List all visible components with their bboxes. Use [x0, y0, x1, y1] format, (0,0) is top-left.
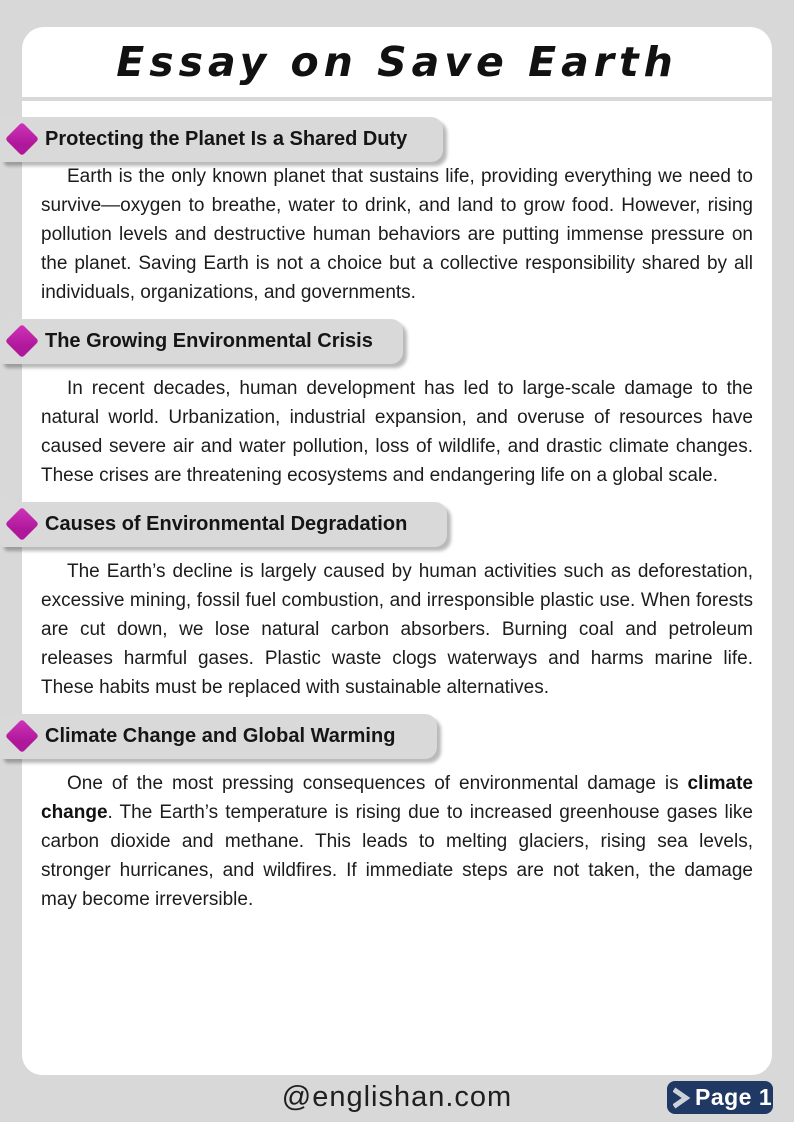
- section-heading-label: Climate Change and Global Warming: [45, 725, 396, 747]
- section-heading-3: [0, 502, 447, 547]
- section-heading-2: [0, 319, 403, 364]
- essay-card: [22, 27, 772, 1075]
- title-block: [22, 27, 772, 97]
- diamond-bullet-icon: [5, 507, 39, 541]
- page-badge: [667, 1081, 773, 1114]
- paragraph-text: . The Earth’s temperature is rising due to increased greenhouse gases like carbon dioxide and methane. This leads to melting glaciers, rising sea levels, stronger hurricanes, and wildfires. If immediate steps are not taken, the damage may become irreversible.: [41, 802, 753, 910]
- section-paragraph-2: In recent decades, human development has led to large-scale damage to the natural world. Urbanization, industrial expansion, and overuse of resources have caused severe air and water pollution, loss of wildlife, and drastic climate changes. These crises are threatening ecosystems and endangering life on a global scale.: [41, 378, 753, 486]
- page-number-label: Page 1: [695, 1084, 773, 1110]
- section-heading-1: [0, 117, 443, 162]
- section-paragraph-4: [41, 769, 753, 914]
- section-heading-label: Causes of Environmental Degradation: [45, 513, 408, 535]
- paragraph-bold-text: climate change: [41, 773, 753, 823]
- diamond-bullet-icon: [5, 122, 39, 156]
- section-heading-4: [0, 714, 437, 759]
- footer: [0, 1075, 794, 1122]
- section-paragraph-1: Earth is the only known planet that sustains life, providing everything we need to survive—oxygen to breathe, water to drink, and land to grow food. However, rising pollution levels and destructive human behaviors are putting immense pressure on the planet. Saving Earth is not a choice but a collective responsibility shared by all individuals, organizations, and governments.: [41, 166, 753, 303]
- page-title: Essay on Save Earth: [116, 38, 678, 86]
- diamond-bullet-icon: [5, 719, 39, 753]
- paragraph-text: One of the most pressing consequences of environmental damage is: [67, 773, 688, 794]
- site-handle: @englishan.com: [281, 1081, 513, 1113]
- section-heading-label: Protecting the Planet Is a Shared Duty: [45, 128, 408, 150]
- essay-body: [22, 101, 772, 1075]
- section-paragraph-3: The Earth’s decline is largely caused by human activities such as deforestation, excessive mining, fossil fuel combustion, and irresponsible plastic use. When forests are cut down, we lose natural carbon absorbers. Burning coal and petroleum releases harmful gases. Plastic waste clogs waterways and harms marine life. These habits must be replaced with sustainable alternatives.: [41, 561, 753, 698]
- section-heading-label: The Growing Environmental Crisis: [45, 330, 373, 352]
- chevron-right-icon: [673, 1087, 693, 1109]
- diamond-bullet-icon: [5, 324, 39, 358]
